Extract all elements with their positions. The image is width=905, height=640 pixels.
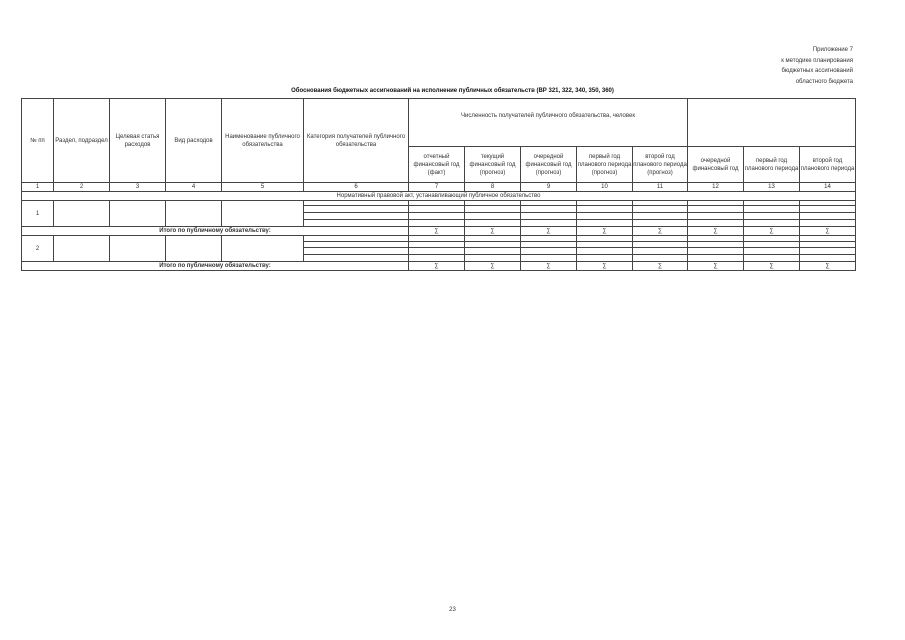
- appendix-line: к методике планирования: [781, 57, 853, 64]
- data-cell[interactable]: [688, 206, 744, 213]
- data-cell[interactable]: [304, 206, 409, 213]
- column-number: 5: [222, 183, 304, 192]
- data-cell[interactable]: [465, 248, 521, 255]
- page-number: 23: [449, 607, 456, 613]
- document-title: Обоснования бюджетных ассигнований на исполнение публичных обязательств (ВР 321, 322, 340, 350, 360): [291, 88, 614, 94]
- total-label: Итого по публичному обязательству:: [22, 262, 409, 271]
- data-cell[interactable]: [744, 206, 800, 213]
- budget-table: [21, 98, 856, 271]
- column-number: 4: [166, 183, 222, 192]
- data-cell[interactable]: [688, 213, 744, 220]
- data-cell[interactable]: [521, 220, 577, 227]
- column-number: 6: [304, 183, 409, 192]
- data-cell[interactable]: [633, 213, 688, 220]
- data-cell[interactable]: [744, 213, 800, 220]
- header-plan-second: второй год планового периода: [800, 147, 856, 183]
- appendix-note: [781, 45, 853, 87]
- data-cell[interactable]: [521, 206, 577, 213]
- data-cell[interactable]: [54, 236, 110, 262]
- data-cell[interactable]: [521, 255, 577, 262]
- sum-cell: ∑: [409, 227, 465, 236]
- header-next-year: очередной финансовый год (прогноз): [521, 147, 577, 183]
- column-number: 2: [54, 183, 110, 192]
- column-number: 10: [577, 183, 633, 192]
- header-target-article: Целевая статья расходов: [110, 99, 166, 183]
- header-section: Раздел, подраздел: [54, 99, 110, 183]
- data-cell[interactable]: [110, 201, 166, 227]
- sum-cell: ∑: [688, 227, 744, 236]
- data-cell[interactable]: [222, 236, 304, 262]
- data-cell[interactable]: [633, 255, 688, 262]
- data-cell[interactable]: [800, 248, 856, 255]
- column-number: 7: [409, 183, 465, 192]
- data-cell[interactable]: [110, 236, 166, 262]
- data-cell[interactable]: [409, 213, 465, 220]
- data-cell[interactable]: [166, 236, 222, 262]
- column-number: 8: [465, 183, 521, 192]
- sum-cell: ∑: [521, 227, 577, 236]
- data-cell[interactable]: [744, 248, 800, 255]
- data-cell[interactable]: [633, 248, 688, 255]
- data-cell[interactable]: [688, 248, 744, 255]
- data-cell[interactable]: [222, 201, 304, 227]
- header-reporting-year: отчетный финансовый год (факт): [409, 147, 465, 183]
- data-cell[interactable]: [465, 213, 521, 220]
- column-number: 9: [521, 183, 577, 192]
- column-number: 14: [800, 183, 856, 192]
- header-current-year: текущий финансовый год (прогноз): [465, 147, 521, 183]
- data-cell[interactable]: [304, 213, 409, 220]
- column-number: 12: [688, 183, 744, 192]
- header-expense-type: Вид расходов: [166, 99, 222, 183]
- data-cell[interactable]: [633, 206, 688, 213]
- data-cell[interactable]: [633, 220, 688, 227]
- sum-cell: ∑: [633, 227, 688, 236]
- data-cell[interactable]: [304, 220, 409, 227]
- data-cell[interactable]: [800, 206, 856, 213]
- header-num: № пп: [22, 99, 54, 183]
- column-number: 13: [744, 183, 800, 192]
- data-cell[interactable]: [409, 206, 465, 213]
- data-cell[interactable]: [744, 220, 800, 227]
- data-cell[interactable]: [409, 255, 465, 262]
- sum-cell: ∑: [577, 262, 633, 271]
- row-number: 2: [22, 236, 54, 262]
- sum-cell: ∑: [521, 262, 577, 271]
- data-cell[interactable]: [465, 255, 521, 262]
- sum-cell: ∑: [465, 227, 521, 236]
- data-cell[interactable]: [688, 220, 744, 227]
- row-number: 1: [22, 201, 54, 227]
- header-recipients-group: Численность получателей публичного обязательства, человек: [409, 99, 688, 147]
- appendix-line: Приложение 7: [812, 47, 853, 53]
- data-cell[interactable]: [577, 206, 633, 213]
- normative-act-row: Нормативный правовой акт, устанавливающий публичное обязательство: [22, 192, 856, 201]
- header-empty-group: [688, 99, 856, 147]
- sum-cell: ∑: [409, 262, 465, 271]
- header-recipient-category: Категория получателей публичного обязательства: [304, 99, 409, 183]
- data-cell[interactable]: [166, 201, 222, 227]
- sum-cell: ∑: [633, 262, 688, 271]
- data-cell[interactable]: [465, 220, 521, 227]
- data-cell[interactable]: [304, 255, 409, 262]
- sum-cell: ∑: [465, 262, 521, 271]
- sum-cell: ∑: [744, 227, 800, 236]
- data-cell[interactable]: [688, 255, 744, 262]
- data-cell[interactable]: [577, 220, 633, 227]
- data-cell[interactable]: [577, 255, 633, 262]
- sum-cell: ∑: [800, 262, 856, 271]
- data-cell[interactable]: [409, 248, 465, 255]
- data-cell[interactable]: [800, 220, 856, 227]
- data-cell[interactable]: [54, 201, 110, 227]
- data-cell[interactable]: [800, 255, 856, 262]
- data-cell[interactable]: [521, 248, 577, 255]
- data-cell[interactable]: [304, 248, 409, 255]
- appendix-line: бюджетных ассигнований: [781, 68, 853, 74]
- column-number: 3: [110, 183, 166, 192]
- column-number: 1: [22, 183, 54, 192]
- appendix-line: областного бюджета: [795, 78, 853, 85]
- sum-cell: ∑: [744, 262, 800, 271]
- header-obligation-name: Наименование публичного обязательства: [222, 99, 304, 183]
- data-cell[interactable]: [577, 248, 633, 255]
- data-cell[interactable]: [800, 213, 856, 220]
- header-next-fin-year: очередной финансовый год: [688, 147, 744, 183]
- column-number: 11: [633, 183, 688, 192]
- header-plan-year-1: первый год планового периода (прогноз): [577, 147, 633, 183]
- total-label: Итого по публичному обязательству:: [22, 227, 409, 236]
- sum-cell: ∑: [688, 262, 744, 271]
- data-cell[interactable]: [744, 255, 800, 262]
- header-plan-first: первый год планового периода: [744, 147, 800, 183]
- sum-cell: ∑: [577, 227, 633, 236]
- sum-cell: ∑: [800, 227, 856, 236]
- data-cell[interactable]: [577, 213, 633, 220]
- data-cell[interactable]: [521, 213, 577, 220]
- data-cell[interactable]: [409, 220, 465, 227]
- data-cell[interactable]: [465, 206, 521, 213]
- header-plan-year-2: второй год планового периода (прогноз): [633, 147, 688, 183]
